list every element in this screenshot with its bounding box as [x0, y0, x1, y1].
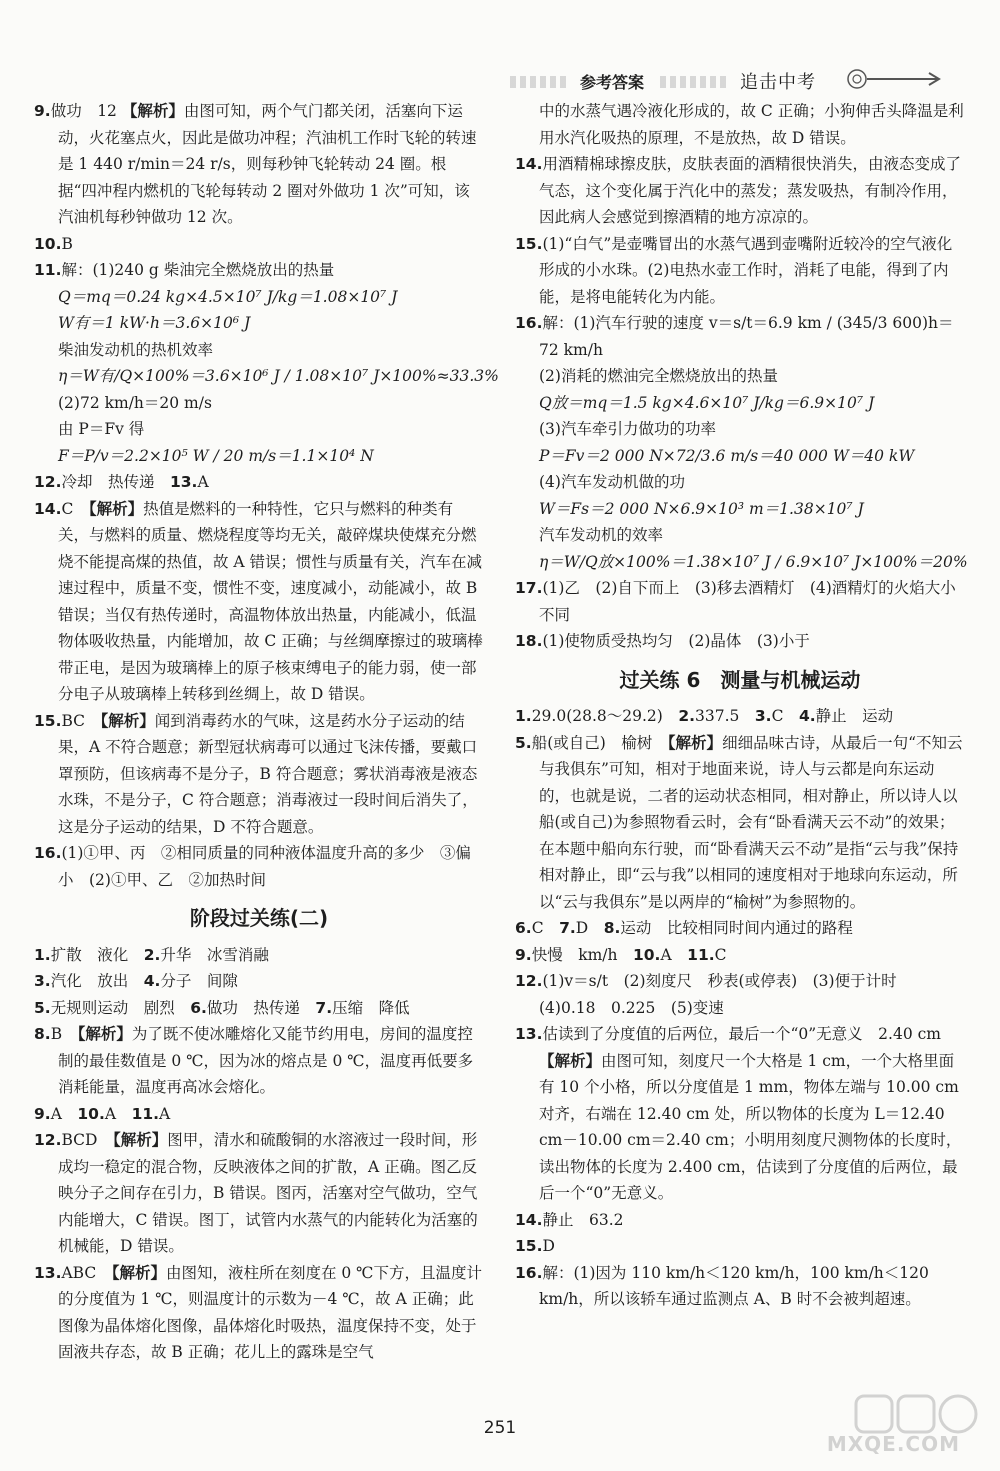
practice6-answer-6-8: 6.C 7.D 8.运动 比较相同时间内通过的路程: [515, 919, 853, 937]
header-decoration-2: [660, 76, 730, 88]
answer-16-line: P＝Fv＝2 000 N×72/3.6 m/s＝40 000 W＝40 kW: [539, 446, 915, 465]
stage2-answer-12: 12.BCD 【解析】图甲，清水和硫酸铜的水溶液过一段时间，形成均一稳定的混合物，反映液体之间的扩散，A 正确。图乙反映分子之间存在引力，B 错误。图丙，活塞对空气做功，空气内能增大，C 错误。图丁，试管内水蒸气的内能转化为活塞的机械能，D 错误。: [34, 1130, 478, 1255]
arrow-logo-icon: [845, 68, 945, 90]
answer-17: 17.(1)乙 (2)自下而上 (3)移去酒精灯 (4)酒精灯的火焰大小不同: [515, 579, 956, 624]
practice6-answer-16: 16.解：(1)因为 110 km/h＜120 km/h，100 km/h＜120 km/h，所以该轿车通过监测点 A、B 时不会被判超速。: [515, 1263, 929, 1308]
page-number: 251: [483, 1418, 517, 1438]
answer-16-line: (2)消耗的燃油完全燃烧放出的热量: [539, 367, 778, 385]
answer-16-line: η＝W/Q放×100%＝1.38×10⁷ J / 6.9×10⁷ J×100%＝20%: [539, 552, 968, 571]
watermark-text: MXQE.COM: [826, 1432, 960, 1456]
stage2-answer-3-4: 3.汽化 放出 4.分子 间隙: [34, 972, 238, 990]
practice6-answer-12: 12.(1)v＝s/t (2)刻度尺 秒表(或停表) (3)便于计时: [515, 972, 897, 990]
section-title-stage-2: 阶段过关练(二): [189, 906, 329, 930]
answer-11-line: η＝W有/Q×100%＝3.6×10⁶ J / 1.08×10⁷ J×100%≈33.3%: [58, 367, 499, 385]
right-column: [515, 98, 968, 1313]
practice6-answer-14: 14.静止 63.2: [515, 1210, 624, 1229]
answer-10: 10.B: [34, 234, 73, 253]
header-label: 参考答案: [580, 73, 645, 92]
watermark-logo: [826, 1392, 980, 1462]
answer-16-line: (4)汽车发动机做的功: [539, 473, 685, 491]
answer-16-line: (3)汽车牵引力做功的功率: [539, 420, 716, 438]
answer-14: 14.用酒精棉球擦皮肤，皮肤表面的酒精很快消失，由液态变成了气态，这个变化属于汽化中的蒸发；蒸发吸热，有制冷作用，因此病人会感觉到擦酒精的地方凉凉的。: [515, 155, 961, 226]
practice6-answer-15: 15.D: [515, 1237, 555, 1255]
header-brand: 追击中考: [740, 72, 816, 93]
practice6-answer-12-line: (4)0.18 0.225 (5)变速: [539, 998, 724, 1017]
stage2-answer-1-2: 1.扩散 液化 2.升华 冰雪消融: [34, 945, 269, 964]
stage2-answer-8: 8.B 【解析】为了既不使冰雕熔化又能节约用电，房间的温度控制的最佳数值是 0 ℃，因为冰的熔点是 0 ℃，温度再低要多消耗能量，温度再高冰会熔化。: [34, 1024, 474, 1096]
practice6-answer-5: 5.船(或自己) 榆树 【解析】细细品味古诗，从最后一句“不知云与我俱东”可知，相对于地面来说，诗人与云都是向东运动的，也就是说，二者的运动状态相同，相对静止，所以诗人以船(或自己)为参照物看云时，会有“卧看满天云不动”的效果；在本题中船向东行驶，而“卧看满天云不动”是指“云与我”保持相对静止，即“云与我”以相同的速度相对于地球向东运动，所以“云与我俱东”是以两岸的“榆树”为参照物的。: [515, 732, 963, 911]
answer-14: 14.C 【解析】热值是燃料的一种特性，它只与燃料的种类有关，与燃料的质量、燃烧程度等均无关，敲碎煤块使煤充分燃烧不能提高煤的热值，故 A 错误；惯性与质量有关，汽车在减速过程中，质量不变，惯性不变，速度减小，动能减小，故 B 错误；当仅有热传递时，高温物体放出热量，内能减小，低温物体吸收热量，内能增加，故 C 正确；与丝绸摩擦过的玻璃棒带正电，是因为玻璃棒上的原子核束缚电子的能力弱，使一部分电子从玻璃棒上转移到丝绸上，故 D 错误。: [34, 498, 483, 703]
page-header: [500, 64, 960, 100]
answer-15: 15.(1)“白气”是壶嘴冒出的水蒸气遇到壶嘴附近较冷的空气液化形成的小水珠。(2)电热水壶工作时，消耗了电能，得到了内能，是将电能转化为内能。: [515, 234, 953, 306]
answer-16-line: 汽车发动机的效率: [539, 526, 664, 544]
answer-16-line: W＝Fs＝2 000 N×6.9×10³ m＝1.38×10⁷ J: [539, 499, 864, 518]
practice6-answer-9-11: 9.快慢 km/h 10.A 11.C: [515, 945, 727, 964]
stage2-answer-13: 13.ABC 【解析】由图知，液柱所在刻度在 0 ℃下方，且温度计的分度值为 1 ℃，则温度计的示数为－4 ℃，故 A 正确；此图像为晶体熔化图像，晶体熔化时吸热，温度保持不变，处于固液共存态，故 B 正确；花儿上的露珠是空气: [34, 1262, 483, 1361]
answer-16: 16.解：(1)汽车行驶的速度 v＝s/t＝6.9 km / (345/3 600)h＝72 km/h: [515, 314, 954, 359]
answer-11: 11.解：(1)240 g 柴油完全燃烧放出的热量: [34, 261, 335, 279]
answer-12-13: 12.冷却 热传递 13.A: [34, 473, 209, 491]
left-column: [34, 98, 499, 1366]
answer-16: 16.(1)①甲、丙 ②相同质量的同种液体温度升高的多少 ③偏小 (2)①甲、乙 ②加热时间: [34, 844, 471, 889]
answer-11-line: W有＝1 kW·h＝3.6×10⁶ J: [58, 314, 251, 332]
answer-15: 15.BC 【解析】闻到消毒药水的气味，这是药水分子运动的结果，A 不符合题意；新型冠状病毒可以通过飞沫传播，要戴口罩预防，但该病毒不是分子，B 符合题意；雾状消毒液是液态水珠，不是分子，C 符合题意；消毒液过一段时间后消失了，这是分子运动的结果，D 不符合题意。: [34, 710, 478, 836]
answer-16-line: Q放＝mq＝1.5 kg×4.6×10⁷ J/kg＝6.9×10⁷ J: [539, 393, 875, 412]
practice6-answer-13: 13.估读到了分度值的后两位，最后一个“0”无意义 2.40 cm 【解析】由图可知，刻度尺一个大格是 1 cm，一个大格里面有 10 个小格，所以分度值是 1 mm，物体左端与 10.00 cm 对齐，右端在 12.40 cm 处，所以物体的长度为 L＝12.40 cm－10.00 cm＝2.40 cm；小明用刻度尺测物体的长度时，读出物体的长度为 2.400 cm，估读到了分度值的后两位，最后一个“0”无意义。: [515, 1025, 962, 1202]
stage2-answer-9-11: 9.A 10.A 11.A: [34, 1104, 171, 1123]
answer-18: 18.(1)使物质受热均匀 (2)晶体 (3)小于: [515, 632, 810, 650]
answer-11-line: 柴油发动机的热机效率: [58, 340, 214, 359]
answer-11-line: 由 P＝Fv 得: [58, 420, 145, 438]
answer-11-line: F＝P/v＝2.2×10⁵ W / 20 m/s＝1.1×10⁴ N: [58, 446, 374, 465]
stage2-answer-5-7: 5.无规则运动 剧烈 6.做功 热传递 7.压缩 降低: [34, 998, 410, 1017]
section-title-practice-6: 过关练 6 测量与机械运动: [619, 667, 861, 692]
answer-11-line: (2)72 km/h＝20 m/s: [58, 393, 212, 412]
answer-13-continued: 中的水蒸气遇冷液化形成的，故 C 正确；小狗伸舌头降温是利用水汽化吸热的原理，不是放热，故 D 错误。: [539, 102, 964, 147]
header-decoration: [510, 76, 570, 88]
answer-11-line: Q＝mq＝0.24 kg×4.5×10⁷ J/kg＝1.08×10⁷ J: [58, 287, 398, 306]
practice6-answer-1-4: 1.29.0(28.8～29.2) 2.337.5 3.C 4.静止 运动: [515, 707, 894, 725]
answer-9: 9.做功 12 【解析】由图可知，两个气门都关闭，活塞向下运动，火花塞点火，因此是做功冲程；汽油机工作时飞轮的转速是 1 440 r/min＝24 r/s，则每秒钟飞轮转动 24 圈。根据“四冲程内燃机的飞轮每转动 2 圈对外做功 1 次”可知，该汽油机每秒钟做功 12 次。: [34, 101, 477, 226]
